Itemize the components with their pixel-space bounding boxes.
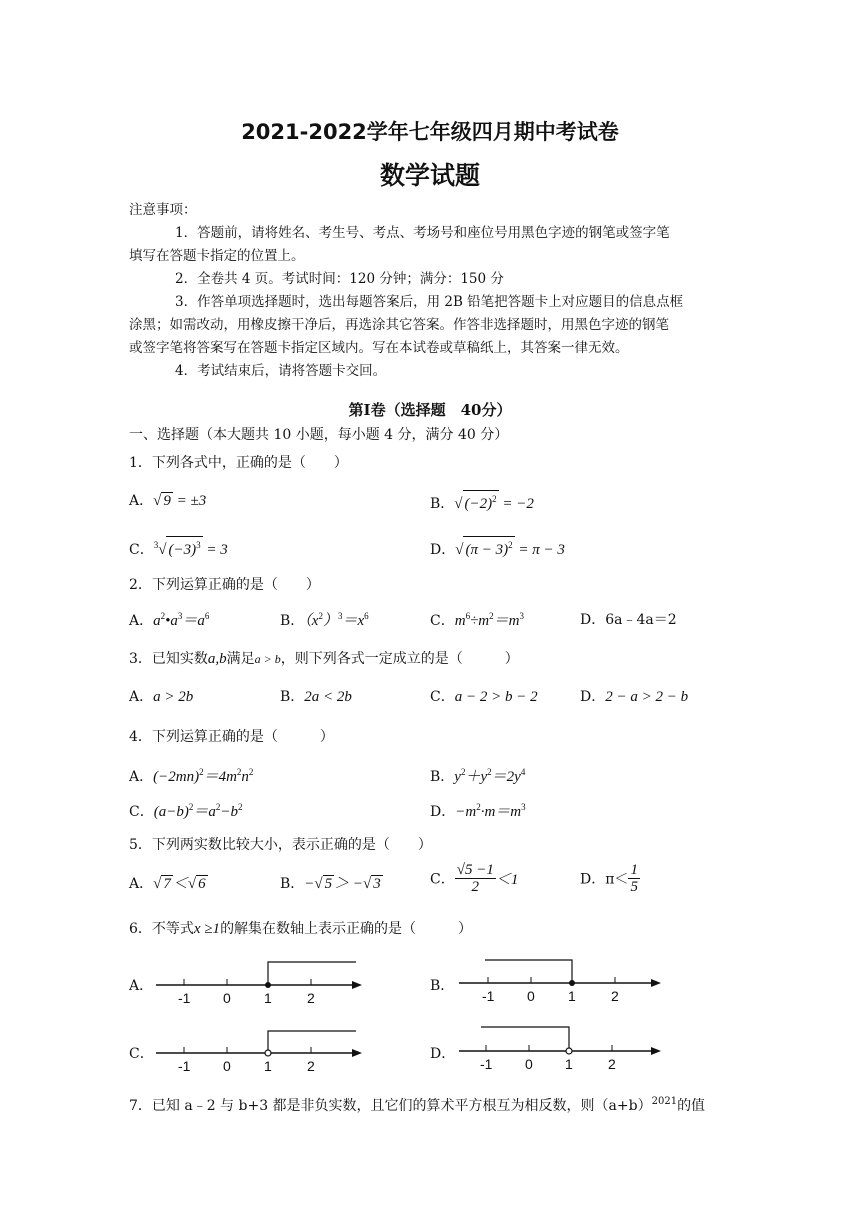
q2-stem: 2．下列运算正确的是（ ） [129,577,320,593]
q2-option-d: D．6a﹣4a＝2 [580,612,677,628]
q1-option-d: D．√ $(\pi - 3)^2 = \pi - 3$ [430,536,565,559]
tick-label: 1 [565,1056,573,1072]
tick-label: 2 [608,1056,616,1072]
tick-label: -1 [480,1056,493,1072]
tick-label: 1 [568,988,576,1004]
tick-label: 1 [264,990,272,1006]
q1-option-c: C．$^3$√ $(-3)^3 = 3$ [129,536,228,559]
q3-option-a: A．a > 2b [129,689,194,705]
notice-item-3-line-1: 3．作答单项选择题时，选出每题答案后，用 2B 铅笔把答题卡上对应题目的信息点框 [175,294,684,310]
q2-option-b: B．$(x^2)^3=x^6$ [280,611,369,629]
q4-option-c: C．$(a-b)^2=a^2-b^2$ [129,802,243,820]
tick-label: 0 [223,990,231,1006]
q4-option-b: B．$y^2+y^2=2y^4$ [430,767,526,785]
section-instructions: 一、选择题（本大题共 10 小题，每小题 4 分，满分 40 分） [129,427,509,443]
q6-option-a-label: A． [129,978,154,994]
q5-option-d: D．π＜ $\frac{1}{5}$ [580,862,638,895]
tick-label: -1 [178,1058,191,1074]
exam-subtitle: 数学试题 [379,161,480,190]
q3-option-c: C．a − 2 > b − 2 [430,689,538,705]
tick-label: 2 [307,990,315,1006]
q6-option-c-label: C． [129,1046,154,1062]
q1-option-b: B．√ $(-2)^2 = -2$ [430,490,534,513]
q2-option-a: A．$a^2•a^3=a^6$ [129,611,210,629]
exam-title: 2021-2022学年七年级四月期中考试卷 [241,120,619,144]
q7-text: 7．已知 a﹣2 与 b+3 都是非负实数，且它们的算术平方根互为相反数，则$(a+b)^{2021}$的值 [129,1096,706,1114]
q6-number-line-a [150,955,370,1007]
notice-item-3-line-2: 涂黑；如需改动，用橡皮擦干净后，再选涂其它答案。作答非选择题时，用黑色字迹的钢笔 [129,317,669,333]
q5-stem: 5．下列两实数比较大小，表示正确的是（ ） [129,837,432,853]
q3-option-b: B．2a < 2b [280,689,352,705]
q6-stem: 6．不等式x ≥1的解集在数轴上表示正确的是（ ） [129,921,473,937]
q1-stem: 1．下列各式中，正确的是（ ） [129,455,348,471]
section-title: 第Ⅰ卷（选择题 40分） [348,401,512,419]
q4-stem: 4．下列运算正确的是（ ） [129,729,334,745]
tick-label: 1 [264,1058,272,1074]
notice-item-3-line-3: 或签字笔将答案写在答题卡指定区域内。写在本试卷或草稿纸上，其答案一律无效。 [129,340,629,356]
q5-option-a: A．√ 7 ＜√ 6 [129,876,206,892]
tick-label: 2 [611,988,619,1004]
q5-option-b: B．−√ 5 ＞ −√ 3 [280,876,381,892]
q6-option-d-label: D． [430,1046,456,1062]
q6-number-line-b [455,955,670,1007]
tick-label: 0 [527,988,535,1004]
notice-item-1-line-2: 填写在答题卡指定的位置上。 [129,248,305,264]
notice-heading: 注意事项： [129,202,197,218]
tick-label: -1 [482,988,495,1004]
notice-item-1-line-1: 1．答题前，请将姓名、考生号、考点、考场号和座位号用黑色字迹的钢笔或签字笔 [175,225,670,241]
q4-option-a: A．$(-2mn)^2=4m^2n^2$ [129,767,254,785]
q6-number-line-c [150,1025,370,1077]
q4-option-d: D．$-m^2\cdot m=m^3$ [430,802,526,820]
q3-option-d: D．2 − a > 2 − b [580,689,689,705]
q3-stem: 3．已知实数a,b满足a > b，则下列各式一定成立的是（ ） [129,651,519,667]
notice-item-2: 2．全卷共 4 页。考试时间：120 分钟；满分：150 分 [175,271,504,287]
q6-number-line-d [455,1023,670,1075]
q5-option-c: C． $\frac{√5 -1}{2}$ ＜1 [430,862,519,895]
q2-option-c: C．$m^6\div m^2=m^3$ [430,611,524,629]
notice-item-4: 4．考试结束后，请将答题卡交回。 [175,363,387,379]
tick-label: 0 [525,1056,533,1072]
tick-label: -1 [178,990,191,1006]
tick-label: 0 [223,1058,231,1074]
tick-label: 2 [307,1058,315,1074]
q6-option-b-label: B． [430,978,455,994]
q1-option-a: A．√ 9 = ±3 [129,493,207,509]
